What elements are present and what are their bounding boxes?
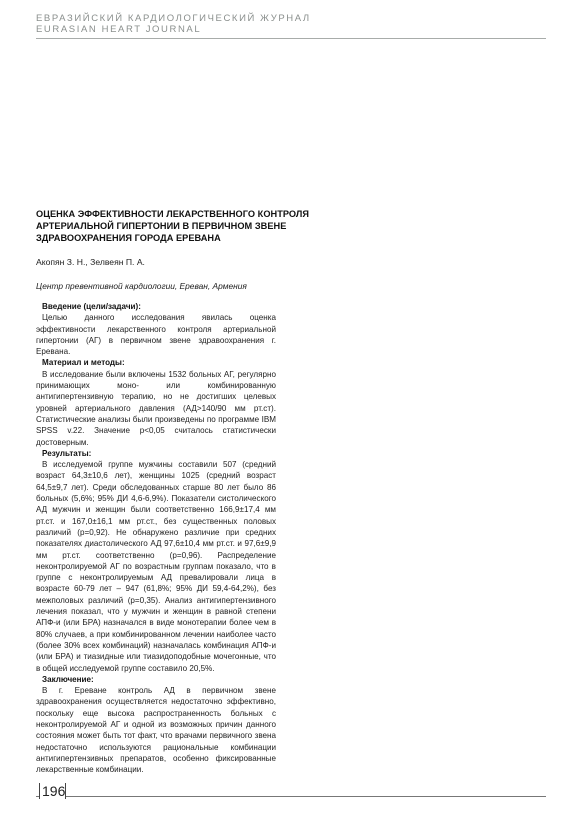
title-line: ОЦЕНКА ЭФФЕКТИВНОСТИ ЛЕКАРСТВЕННОГО КОНТРОЛЯ bbox=[36, 209, 310, 219]
section-heading-introduction: Введение (цели/задачи): bbox=[42, 302, 141, 311]
section-text-methods: В исследование были включены 1532 больных АГ, регулярно принимающих моно- или комбинированную антигипертензивную терапию, но не достигших целевых уровней артериального давления (АД>140/90 мм рт.ст). Статистические анализы были произведены по программе IBM SPSS v.22. Значение p<0,05 считалось статистически достоверным. bbox=[36, 369, 276, 447]
journal-name-en: EURASIAN HEART JOURNAL bbox=[36, 24, 202, 35]
affiliation: Центр превентивной кардиологии, Ереван, Армения bbox=[36, 281, 247, 291]
footer-rule-right bbox=[66, 796, 546, 797]
section-text-introduction: Целью данного исследования явилась оценка эффективности лекарственного контроля артериальной гипертонии (АГ) в первичном звене здравоохранения г. Еревана. bbox=[36, 313, 276, 357]
section-heading-results: Результаты: bbox=[42, 448, 92, 458]
running-header bbox=[36, 13, 546, 35]
article-title bbox=[36, 208, 356, 244]
abstract-body bbox=[36, 301, 276, 775]
section-heading-conclusion: Заключение: bbox=[42, 674, 94, 684]
header-rule bbox=[36, 38, 546, 39]
section-text-conclusion: В г. Ереване контроль АД в первичном звене здравоохранения осуществляется недостаточно эффективно, поскольку еще высока распространенность больных с неконтролируемой АГ и одной из возможных причин данного состояния может быть тот факт, что врачами первичного звена недостаточно используются рациональные комбинации антигипертензивных препаратов, особенно фиксированные лекарственные комбинации. bbox=[36, 686, 276, 775]
authors: Акопян З. Н., Зелвеян П. А. bbox=[36, 257, 145, 267]
section-text-results: В исследуемой группе мужчины составили 507 (средний возраст 64,3±10,6 лет), женщины 1025 (средний возраст 64,5±9,7 лет). Среди обследованных старше 80 лет было 86 больных (5,6%; 95% ДИ 4,6-6,9%). Показатели систолического АД мужчин и женщин были соответственно 166,9±17,4 мм рт.ст. и 167,0±16,1 мм рт.ст., без существенных половых различий (p=0,92). Не обнаружено различие при средних показателях диастолического АД 97,6±10,4 мм рт.ст. и 97,6±9,9 мм рт.ст. соответственно (p=0,96). Распределение неконтролируемой АГ по возрастным группам показало, что в группе с неконтролируемым АД превалировали лица в возрасте 60-79 лет – 947 (61,8%; 95% ДИ 59,4-64,2%), без межполовых различий (p=0,35). Анализ антигипертензивного лечения показал, что у мужчин и женщин в равной степени АПФ-и (или БРА) назначался в виде монотерапии более чем в 80% случаев, а при комбинированном лечении наиболее часто (более 30% всех комбинаций) назначалась комбинация АПФ-и (или БРА) и тиазидные или тиазидоподобные мочегонные, что в общей исследуемой группе составило 20,5%. bbox=[36, 460, 276, 673]
page-number: 196 bbox=[42, 783, 66, 799]
title-line: АРТЕРИАЛЬНОЙ ГИПЕРТОНИИ В ПЕРВИЧНОМ ЗВЕНЕ bbox=[36, 221, 287, 231]
page-number-bar-left bbox=[39, 783, 40, 799]
title-line: ЗДРАВООХРАНЕНИЯ ГОРОДА ЕРЕВАНА bbox=[36, 233, 221, 243]
journal-name-ru: ЕВРАЗИЙСКИЙ КАРДИОЛОГИЧЕСКИЙ ЖУРНАЛ bbox=[36, 13, 311, 24]
section-heading-methods: Материал и методы: bbox=[42, 358, 125, 368]
